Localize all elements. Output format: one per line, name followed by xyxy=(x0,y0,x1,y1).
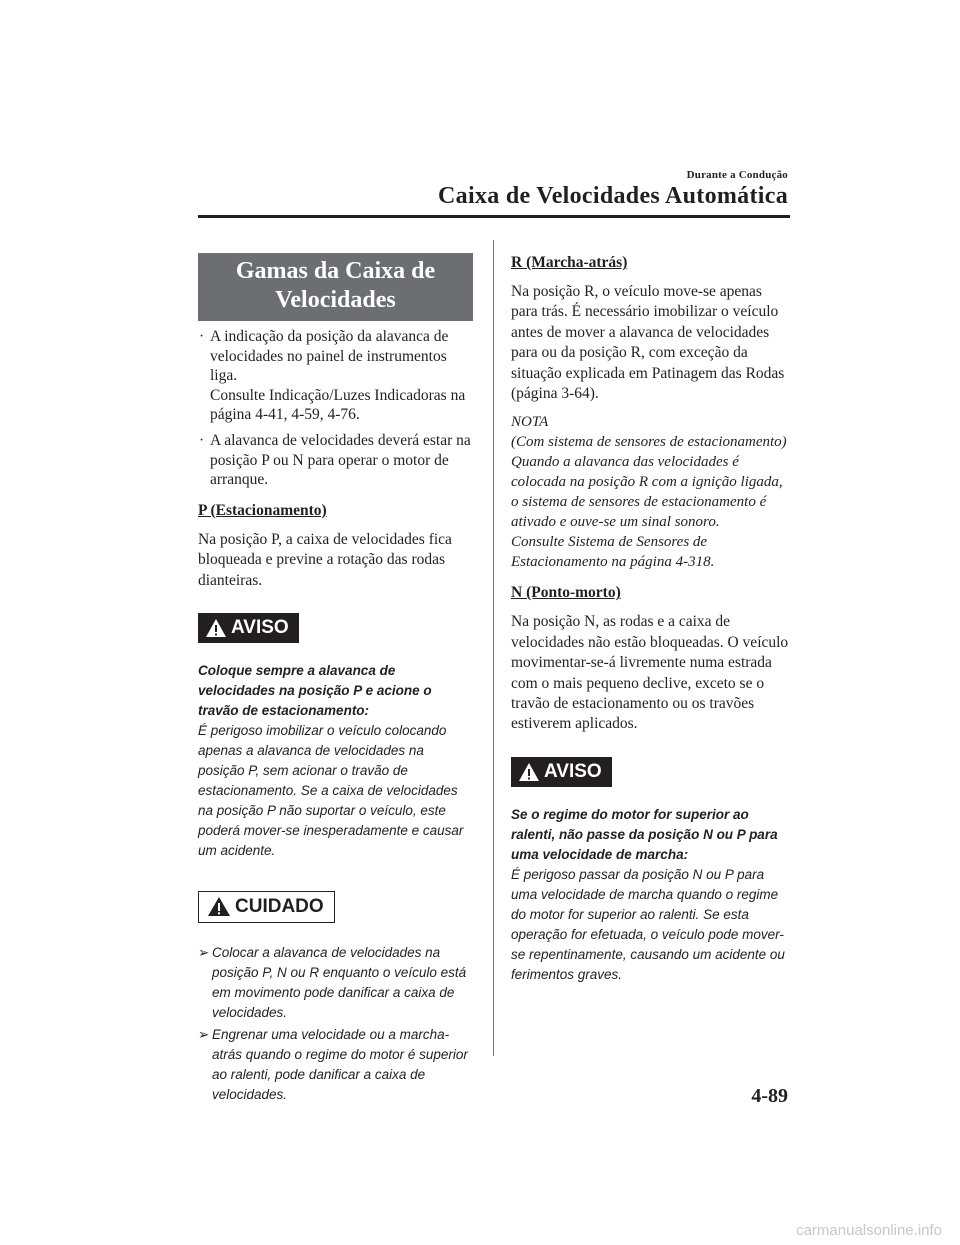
note-reference: Consulte Sistema de Sensores de Estacionamento na página 4-318. xyxy=(511,534,715,571)
column-divider xyxy=(493,240,494,1056)
note-text: Quando a alavanca das velocidades é colocada na posição R com a ignição ligada, o sistema de sensores de estacionamento é ativado e ouve-se um sinal sonoro. xyxy=(511,454,783,531)
bullet-dot-icon: · xyxy=(199,328,205,345)
header-rule xyxy=(198,215,790,218)
warning-label: AVISO xyxy=(231,616,289,638)
warning-triangle-icon xyxy=(207,896,231,917)
warning-content xyxy=(511,805,791,985)
heading-r-marcha-atras: R (Marcha-atrás) xyxy=(511,254,628,271)
warning-content xyxy=(198,661,473,861)
bullet-reference: Consulte Indicação/Luzes Indicadoras na página 4-41, 4-59, 4-76. xyxy=(210,386,466,424)
caution-label: CUIDADO xyxy=(235,895,324,917)
warning-lead: Coloque sempre a alavanca de velocidades na posição P e acione o travão de estacionamento: xyxy=(198,662,432,718)
warning-badge xyxy=(511,757,612,787)
paragraph-p: Na posição P, a caixa de velocidades fica bloqueada e previne a rotação das rodas dianteiras. xyxy=(198,530,452,589)
arrow-right-icon: ➢ xyxy=(198,1026,210,1042)
right-column xyxy=(511,253,791,985)
warning-badge xyxy=(198,613,299,643)
warning-triangle-icon xyxy=(518,762,540,782)
bullet-item xyxy=(198,431,473,490)
running-header-section: Durante a Condução xyxy=(686,169,788,181)
bullet-text: A indicação da posição da alavanca de velocidades no painel de instrumentos liga. xyxy=(210,328,449,385)
heading-p-estacionamento: P (Estacionamento) xyxy=(198,501,327,519)
warning-lead: Se o regime do motor for superior ao ralenti, não passe da posição N ou P para uma velocidade de marcha: xyxy=(511,806,778,862)
caution-item-text: Engrenar uma velocidade ou a marcha-atrás quando o regime do motor é superior ao ralenti, pode danificar a caixa de velocidades. xyxy=(212,1026,468,1102)
paragraph-n: Na posição N, as rodas e a caixa de velocidades não estão bloqueadas. O veículo movimentar-se-á livremente numa estrada com o mais pequeno declive, exceto se o travão de estacionamento ou os travões estiverem aplicados. xyxy=(511,613,789,733)
warning-body: É perigoso passar da posição N ou P para uma velocidade de marcha quando o regime do motor for superior ao ralenti. Se esta operação for efetuada, o veículo pode mover-se repentinamente, causando um acidente ou ferimentos graves. xyxy=(511,866,785,982)
heading-n-ponto-morto: N (Ponto-morto) xyxy=(511,584,621,602)
note-title: (Com sistema de sensores de estacionamento) xyxy=(511,434,787,451)
paragraph-r: Na posição R, o veículo move-se apenas para trás. É necessário imobilizar o veículo antes de mover a alavanca de velocidades para ou da posição R, com exceção da situação explicada em Patinagem das Rodas (página 3-64). xyxy=(511,283,785,403)
caution-badge xyxy=(198,891,335,923)
page-number: 4-89 xyxy=(751,1085,788,1107)
caution-item-text: Colocar a alavanca de velocidades na posição P, N ou R enquanto o veículo está em movimento pode danificar a caixa de velocidades. xyxy=(212,944,467,1020)
warning-label: AVISO xyxy=(544,760,602,782)
arrow-right-icon: ➢ xyxy=(198,944,210,960)
left-column xyxy=(198,253,473,1105)
bullet-text: A alavanca de velocidades deverá estar na posição P ou N para operar o motor de arranque. xyxy=(210,431,471,489)
list-item xyxy=(198,1025,473,1105)
bullet-dot-icon: · xyxy=(199,431,205,449)
section-banner: Gamas da Caixa de Velocidades xyxy=(198,253,473,321)
warning-triangle-icon xyxy=(205,618,227,638)
running-header-title: Caixa de Velocidades Automática xyxy=(438,183,788,209)
bullet-item xyxy=(198,327,473,425)
list-item xyxy=(198,943,473,1023)
note-block xyxy=(511,412,791,572)
note-label: NOTA xyxy=(511,414,549,431)
warning-body: É perigoso imobilizar o veículo colocando apenas a alavanca de velocidades na posição P, sem acionar o travão de estacionamento. Se a caixa de velocidades na posição P não suportar o veículo, este poderá mover-se inesperadamente e causar um acidente. xyxy=(198,722,464,858)
watermark: carmanualsonline.info xyxy=(796,1222,942,1239)
caution-list xyxy=(198,943,473,1105)
